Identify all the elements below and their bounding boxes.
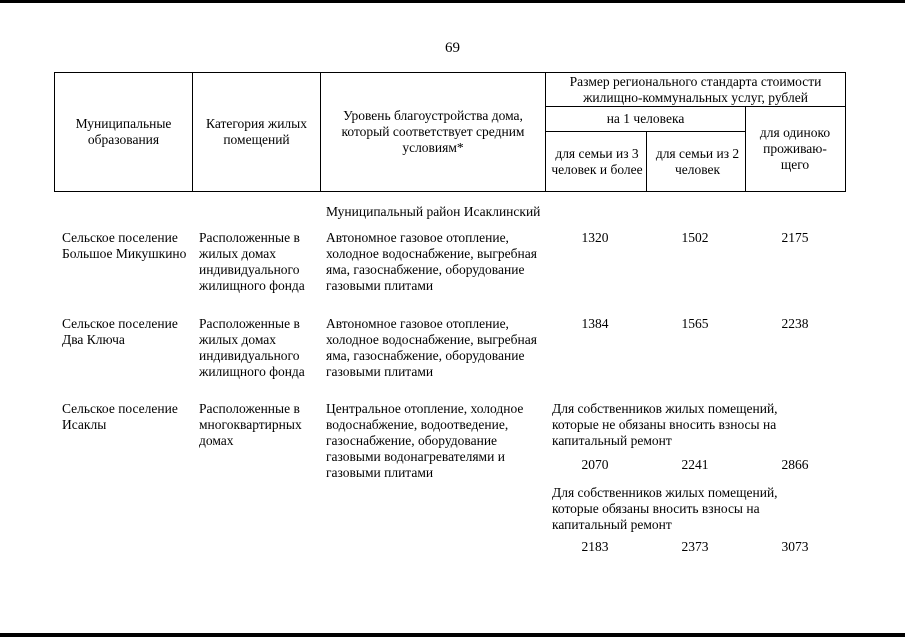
row3-category: Расположенные в многоквартирных домах	[199, 401, 302, 448]
row2-family3: 1384	[581, 316, 609, 331]
header-col-line	[320, 72, 321, 192]
header-level: Уровень благоустройства дома, который соответствует средним условиям*	[341, 108, 525, 155]
row3-note-a: Для собственников жилых помещений, которые не обязаны вносить взносы на капитальный ремонт	[552, 401, 778, 448]
row3-b-family3: 2183	[581, 539, 609, 554]
row3-a-family2: 2241	[681, 457, 709, 472]
header-category: Категория жилых помещений	[206, 116, 307, 147]
row2-family2: 1565	[681, 316, 709, 331]
row3-level: Центральное отопление, холодное водоснабжение, водоотведение, газоснабжение, оборудование газовыми водонагревателями и газовыми плитами	[326, 401, 524, 480]
header-bottom-line	[54, 191, 846, 192]
row1-level: Автономное газовое отопление, холодное водоснабжение, выгребная яма, газоснабжение, оборудование газовыми плитами	[326, 230, 537, 293]
row1-family3: 1320	[581, 230, 609, 245]
header-col-line	[646, 131, 647, 192]
header-standard-group: Размер регионального стандарта стоимости жилищно-коммунальных услуг, рублей	[569, 73, 822, 105]
district-title: Муниципальный район Исаклинский	[326, 204, 541, 219]
header-col-line	[845, 72, 846, 192]
row3-a-family3: 2070	[581, 457, 609, 472]
header-municipality: Муниципальные образования	[75, 116, 172, 147]
row3-b-family2: 2373	[681, 539, 709, 554]
row3-municipality: Сельское поселение Исаклы	[62, 401, 178, 432]
row1-single: 2175	[781, 230, 809, 245]
row1-family2: 1502	[681, 230, 709, 245]
header-family3: для семьи из 3 человек и более	[551, 145, 643, 177]
row2-category: Расположенные в жилых домах индивидуального жилищного фонда	[199, 316, 305, 379]
row3-a-single: 2866	[781, 457, 809, 472]
header-single: для одиноко проживаю-щего	[759, 125, 831, 172]
top-border	[0, 0, 905, 3]
row1-category: Расположенные в жилых домах индивидуального жилищного фонда	[199, 230, 305, 293]
row2-single: 2238	[781, 316, 809, 331]
header-col-line	[745, 106, 746, 192]
header-per-person: на 1 человека	[606, 111, 685, 126]
header-family2: для семьи из 2 человек	[655, 145, 740, 177]
row2-level: Автономное газовое отопление, холодное водоснабжение, выгребная яма, газоснабжение, оборудование газовыми плитами	[326, 316, 537, 379]
row1-municipality: Сельское поселение Большое Микушкино	[62, 230, 187, 261]
row2-municipality: Сельское поселение Два Ключа	[62, 316, 178, 347]
page-number: 69	[445, 40, 460, 56]
row3-b-single: 3073	[781, 539, 809, 554]
row3-note-b: Для собственников жилых помещений, которые обязаны вносить взносы на капитальный ремонт	[552, 485, 778, 532]
bottom-border	[0, 633, 905, 637]
